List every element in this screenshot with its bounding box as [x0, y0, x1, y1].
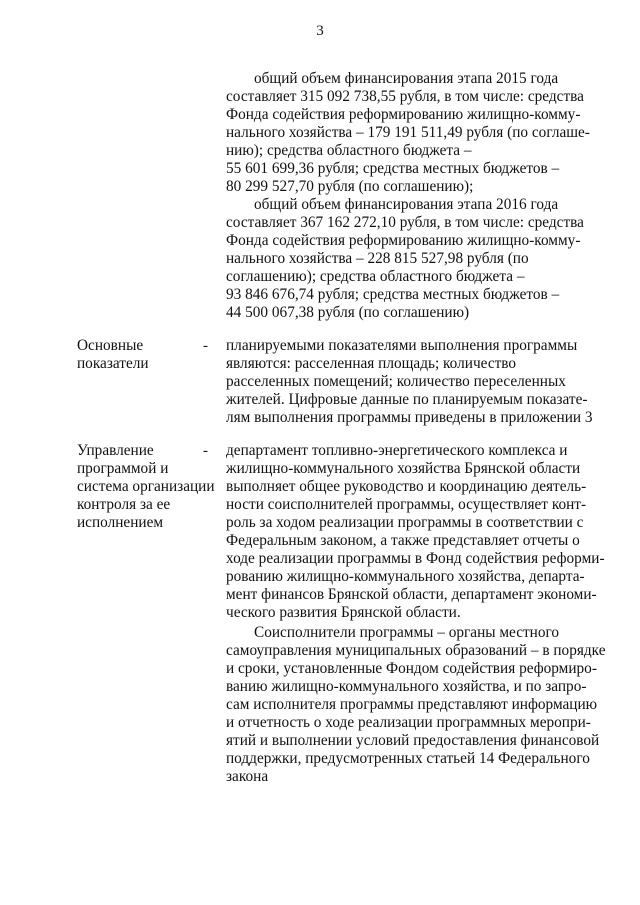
text-line: закона — [226, 768, 269, 785]
label-dash: - — [203, 338, 208, 354]
text-line: общий объем финансирования этапа 2016 года — [254, 196, 559, 213]
management-label: Управление — [77, 442, 154, 459]
text-line: лям выполнения программы приведены в приложении 3 — [226, 409, 593, 426]
text-line: 93 846 676,74 рубля; средства местных бюджетов – — [226, 286, 560, 303]
text-line: нального хозяйства – 179 191 511,49 рубля (по соглаше- — [226, 124, 590, 141]
text-line: рованию жилищно-коммунального хозяйства, департа- — [226, 568, 585, 585]
text-line: 80 299 527,70 рубля (по соглашению); — [226, 178, 474, 195]
text-line: ходе реализации программы в Фонд содействия реформи- — [226, 550, 605, 567]
text-line: сам исполнителя программы представляют информацию — [226, 696, 598, 713]
text-line: ности соисполнителей программы, осуществляет конт- — [226, 496, 587, 513]
text-line: составляет 315 092 738,55 рубля, в том числе: средства — [226, 88, 584, 105]
text-line: 55 601 699,36 рубля; средства местных бюджетов – — [226, 160, 560, 177]
management-label: программой и — [77, 460, 169, 477]
text-line: самоуправления муниципальных образований – в порядке — [226, 642, 606, 659]
text-line: выполняет общее руководство и координацию деятель- — [226, 478, 587, 495]
text-line: нального хозяйства – 228 815 527,98 рубля (по — [226, 250, 529, 267]
text-line: жителей. Цифровые данные по планируемым показате- — [226, 391, 588, 408]
text-line: являются: расселенная площадь; количество — [226, 355, 517, 372]
management-label: система организации — [77, 478, 215, 495]
text-line: жилищно-коммунального хозяйства Брянской области — [226, 460, 581, 477]
text-line: ванию жилищно-коммунального хозяйства, и по запро- — [226, 678, 587, 695]
text-line: планируемыми показателями выполнения программы — [226, 337, 578, 354]
text-line: ческого развития Брянской области. — [226, 604, 461, 621]
text-line: 44 500 067,38 рубля (по соглашению) — [226, 304, 470, 321]
text-line: Фонда содействия реформированию жилищно-комму- — [226, 106, 581, 123]
text-line: Соисполнители программы – органы местного — [254, 624, 560, 641]
text-line: Фонда содействия реформированию жилищно-комму- — [226, 232, 581, 249]
text-line: ятий и выполнении условий предоставления финансовой — [226, 732, 600, 749]
text-line: расселенных помещений; количество переселенных — [226, 373, 566, 390]
label-dash: - — [203, 443, 208, 459]
text-line: и сроки, установленные Фондом содействия реформиро- — [226, 660, 597, 677]
indicators-label: Основные — [77, 337, 144, 354]
page-number: 3 — [316, 23, 324, 39]
text-line: департамент топливно-энергетического комплекса и — [226, 442, 568, 459]
text-line: общий объем финансирования этапа 2015 года — [254, 70, 559, 87]
text-line: роль за ходом реализации программы в соответствии с — [226, 514, 584, 531]
indicators-label: показатели — [77, 355, 149, 372]
text-line: Федеральным законом, а также представляет отчеты о — [226, 532, 580, 549]
text-line: мент финансов Брянской области, департамент экономи- — [226, 586, 597, 603]
management-label: исполнением — [77, 514, 164, 531]
management-label: контроля за ее — [77, 496, 171, 513]
text-line: составляет 367 162 272,10 рубля, в том числе: средства — [226, 214, 584, 231]
text-line: соглашению); средства областного бюджета – — [226, 268, 525, 285]
text-line: нию); средства областного бюджета – — [226, 142, 472, 159]
text-line: поддержки, предусмотренных статьей 14 Федерального — [226, 750, 590, 767]
text-line: и отчетность о ходе реализации программных меропри- — [226, 714, 591, 731]
